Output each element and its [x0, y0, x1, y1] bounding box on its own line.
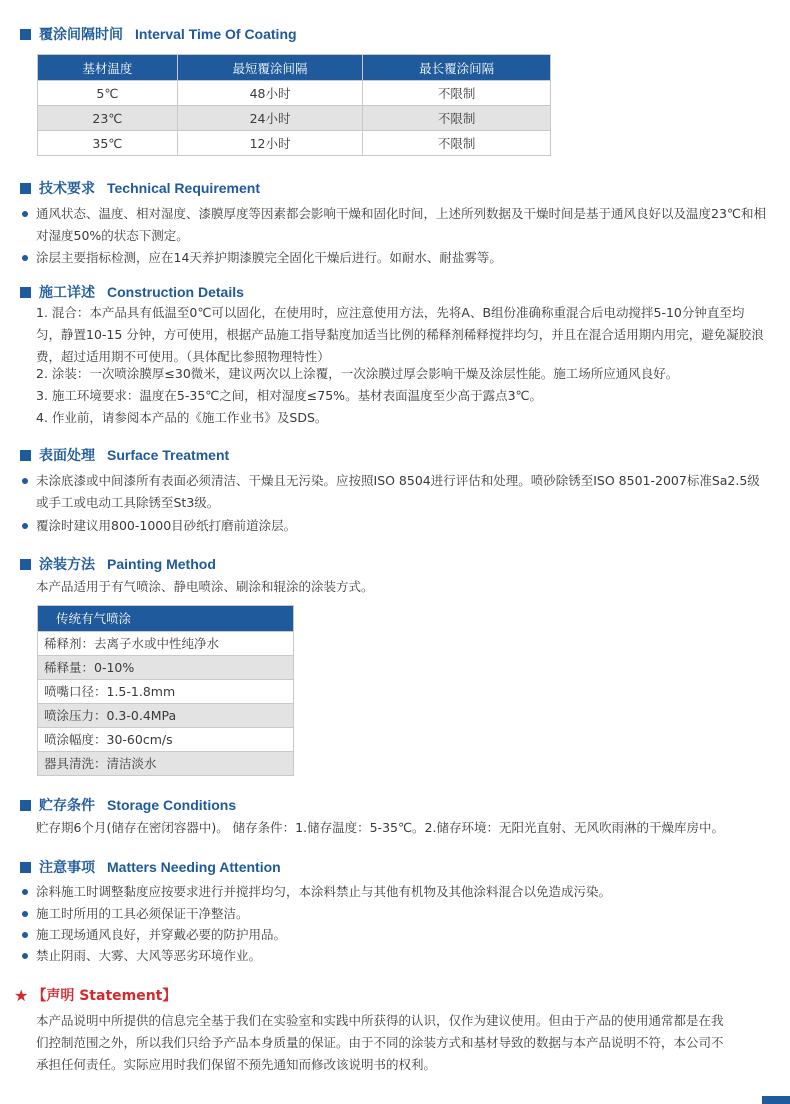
section-title-cn: 涂装方法	[39, 557, 95, 573]
painting-intro: 本产品适用于有气喷涂、静电喷涂、刷涂和辊涂的涂装方式。	[36, 579, 374, 594]
table-row: 喷涂幅度：30-60cm/s	[38, 727, 293, 751]
list-item	[22, 881, 770, 903]
painting-table-header: 传统有气喷涂	[38, 606, 293, 631]
table-row: 喷嘴口径：1.5-1.8mm	[38, 679, 293, 703]
list-item	[22, 247, 770, 269]
section-marker-icon	[20, 29, 31, 40]
list-item	[22, 903, 770, 925]
section-marker-icon	[20, 559, 31, 570]
statement-line: 本产品说明中所提供的信息完全基于我们在实验室和实践中所获得的认识，仅作为建议使用。但由于产品的使用通常都是在我	[36, 1013, 724, 1028]
section-title-en: Construction Details	[107, 284, 244, 300]
section-painting-heading	[20, 554, 216, 574]
section-technical-heading	[20, 178, 260, 198]
table-row: 器具清洗：清洁淡水	[38, 751, 293, 775]
table-cell: 不限制	[363, 106, 551, 131]
table-cell: 24小时	[177, 106, 363, 131]
list-item-text: 覆涂时建议用800-1000目砂纸打磨前道涂层。	[36, 518, 297, 533]
section-title-en: Surface Treatment	[107, 447, 230, 463]
statement-heading	[14, 985, 176, 1005]
bullet-icon	[22, 255, 28, 261]
column-header: 最长覆涂间隔	[363, 55, 551, 81]
list-item-text: 施工时所用的工具必须保证干净整洁。	[36, 906, 249, 921]
section-title-cn: 表面处理	[39, 448, 95, 464]
bullet-icon	[22, 478, 28, 484]
construction-step: 1. 混合：本产品具有低温至0℃可以固化，在使用时，应注意使用方法，先将A、B组份准确称重混合后电动搅拌5-10分钟直至均匀，静置10-15 分钟，方可使用，根据产品施工指导黏度加适当比例的稀释剂稀释搅拌均匀，并且在混合适用期内用完，避免凝胶浪费，超过适用期不可使用。（具体配比参照物理特性）	[36, 305, 764, 364]
column-header: 最短覆涂间隔	[177, 55, 363, 81]
construction-step: 2. 涂装：一次喷涂膜厚≤30微米，建议两次以上涂覆，一次涂膜过厚会影响干燥及涂层性能。施工场所应通风良好。	[36, 366, 679, 381]
list-item-text: 施工现场通风良好，并穿戴必要的防护用品。	[36, 927, 287, 942]
column-header: 基材温度	[38, 55, 178, 81]
section-marker-icon	[20, 183, 31, 194]
list-item	[22, 203, 770, 247]
list-item-text: 未涂底漆或中间漆所有表面必须清洁、干燥且无污染。应按照ISO 8504进行评估和处理。喷砂除锈至ISO 8501-2007标准Sa2.5级或手工或电动工具除锈至St3级。	[36, 473, 760, 510]
page-corner-marker	[762, 1096, 790, 1104]
storage-text: 贮存期6个月(储存在密闭容器中)。 储存条件：1.储存温度：5-35℃。2.储存环境：无阳光直射、无风吹雨淋的干燥库房中。	[36, 820, 724, 835]
table-row	[38, 131, 551, 156]
table-cell: 5℃	[38, 81, 178, 106]
bullet-icon	[22, 523, 28, 529]
section-attention-heading	[20, 857, 281, 877]
statement-title: 【声明 Statement】	[32, 988, 177, 1004]
section-interval-heading	[20, 24, 297, 44]
list-item-text: 禁止阴雨、大雾、大风等恶劣环境作业。	[36, 948, 262, 963]
section-title-en: Technical Requirement	[107, 180, 261, 196]
table-cell: 48小时	[177, 81, 363, 106]
list-item-text: 涂层主要指标检测，应在14天养护期漆膜完全固化干燥后进行。如耐水、耐盐雾等。	[36, 250, 502, 265]
construction-step: 3. 施工环境要求：温度在5-35℃之间，相对湿度≤75%。基材表面温度至少高于露点3℃。	[36, 388, 543, 403]
bullet-icon	[22, 211, 28, 217]
table-cell: 不限制	[363, 81, 551, 106]
section-title-cn: 施工详述	[39, 285, 95, 301]
table-row: 稀释量：0-10%	[38, 655, 293, 679]
section-title-en: Matters Needing Attention	[107, 859, 281, 875]
statement-line: 承担任何责任。实际应用时我们保留不预先通知而修改该说明书的权利。	[36, 1057, 437, 1072]
section-surface-heading	[20, 445, 229, 465]
table-row	[38, 81, 551, 106]
table-row: 喷涂压力：0.3-0.4MPa	[38, 703, 293, 727]
list-item	[22, 945, 770, 967]
section-construction-heading	[20, 282, 244, 302]
list-item	[22, 470, 770, 514]
star-icon: ★	[14, 985, 29, 1005]
bullet-icon	[22, 911, 28, 917]
table-row	[38, 106, 551, 131]
list-item-text: 涂料施工时调整黏度应按要求进行并搅拌均匀，本涂料禁止与其他有机物及其他涂料混合以免造成污染。	[36, 884, 612, 899]
section-marker-icon	[20, 287, 31, 298]
section-title-en: Interval Time Of Coating	[135, 26, 297, 42]
list-item	[22, 924, 770, 946]
table-cell: 不限制	[363, 131, 551, 156]
section-title-en: Storage Conditions	[107, 797, 237, 813]
section-title-en: Painting Method	[107, 556, 216, 572]
table-header-row	[38, 55, 551, 81]
table-row: 稀释剂：去离子水或中性纯净水	[38, 631, 293, 655]
section-title-cn: 覆涂间隔时间	[39, 27, 123, 43]
list-item	[22, 515, 770, 537]
table-cell: 12小时	[177, 131, 363, 156]
section-marker-icon	[20, 862, 31, 873]
section-title-cn: 注意事项	[39, 860, 95, 876]
section-storage-heading	[20, 795, 236, 815]
section-marker-icon	[20, 450, 31, 461]
table-cell: 35℃	[38, 131, 178, 156]
section-title-cn: 贮存条件	[39, 798, 95, 814]
section-title-cn: 技术要求	[39, 181, 95, 197]
statement-line: 们控制范围之外，所以我们只给予产品本身质量的保证。由于不同的涂装方式和基材导致的数据与本产品说明不符，本公司不	[36, 1035, 724, 1050]
list-item-text: 通风状态、温度、相对湿度、漆膜厚度等因素都会影响干燥和固化时间，上述所列数据及干燥时间是基于通风良好以及温度23℃和相对湿度50%的状态下测定。	[36, 206, 766, 243]
table-cell: 23℃	[38, 106, 178, 131]
construction-step: 4. 作业前，请参阅本产品的《施工作业书》及SDS。	[36, 410, 328, 425]
bullet-icon	[22, 889, 28, 895]
painting-table	[37, 605, 294, 776]
bullet-icon	[22, 932, 28, 938]
section-marker-icon	[20, 800, 31, 811]
interval-table	[37, 54, 551, 156]
bullet-icon	[22, 953, 28, 959]
